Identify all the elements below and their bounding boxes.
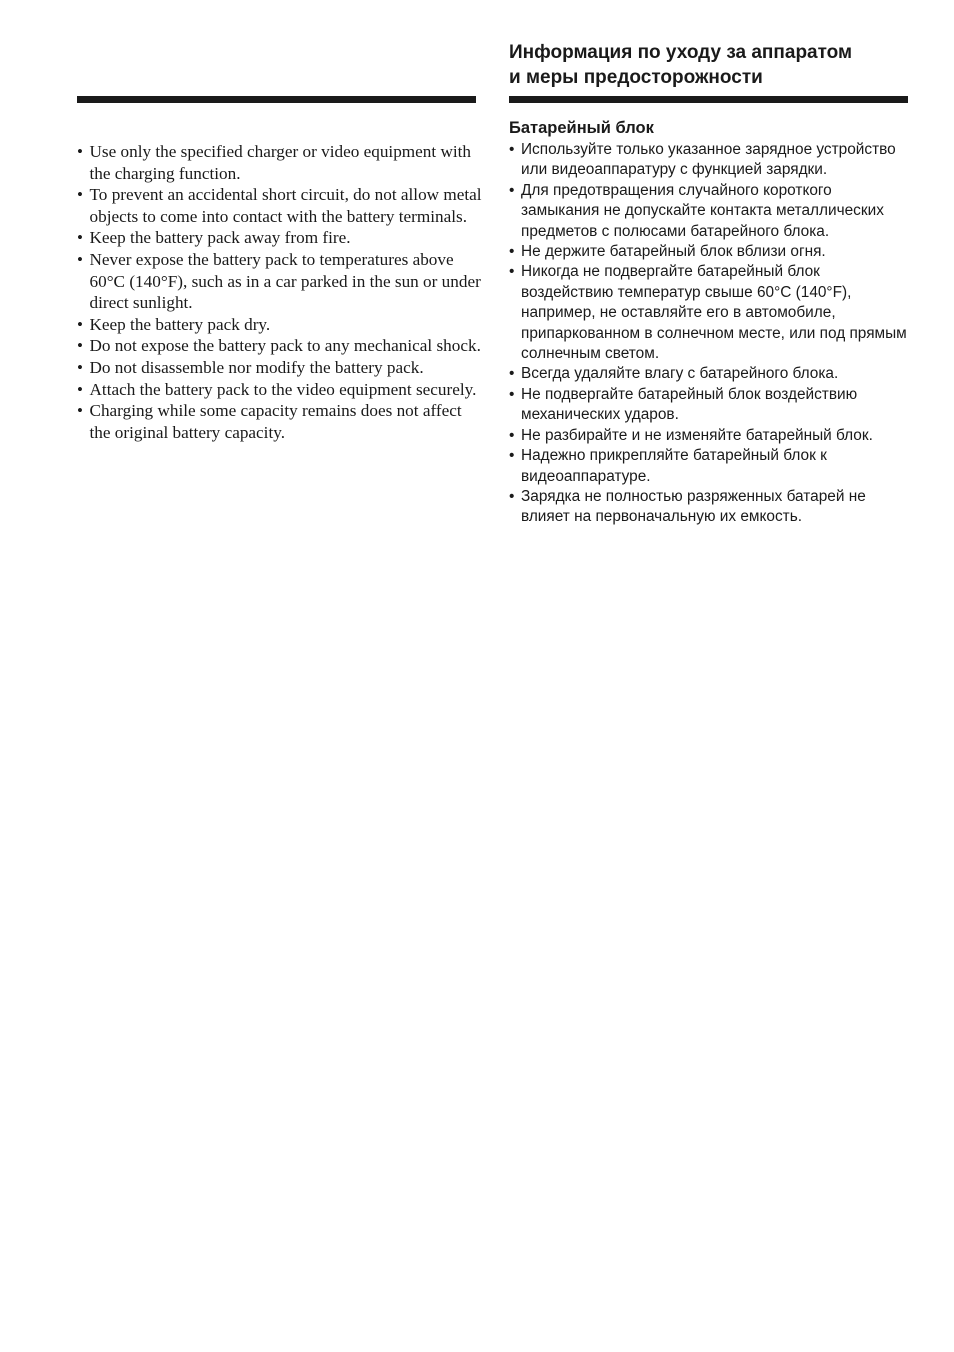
list-item (77, 227, 482, 249)
bullet-glyph: • (509, 487, 515, 505)
bullet-glyph: • (509, 385, 515, 403)
bullet-glyph: • (77, 249, 83, 269)
list-item (77, 184, 482, 227)
bullet-glyph: • (509, 141, 515, 158)
list-item (509, 140, 914, 181)
page-title-line-1: Информация по уходу за аппаратом (509, 42, 853, 63)
list-item (509, 242, 914, 262)
bullet-glyph: • (77, 336, 83, 356)
list-item (77, 141, 482, 184)
list-item (509, 426, 914, 446)
list-item-text: Никогда не подвергайте батарейный блок воздействию температур свыше 60°C (140°F), например, не оставляйте его в автомобиле, припаркованном в солнечном месте, или под прямым солнечным светом. (521, 263, 907, 363)
list-item (509, 446, 914, 487)
list-item-text: Не держите батарейный блок вблизи огня. (521, 243, 826, 261)
list-item-text: Keep the battery pack away from fire. (89, 228, 351, 248)
bullet-glyph: • (509, 181, 515, 199)
list-item (77, 379, 482, 401)
list-item-text: Charging while some capacity remains does not affect the original battery capacity. (89, 401, 462, 442)
list-item-text: Зарядка не полностью разряженных батарей не влияет на первоначальную их емкость. (521, 487, 866, 526)
section-subheading: Батарейный блок (509, 119, 654, 137)
list-item (509, 487, 914, 528)
english-precautions-list (77, 141, 482, 443)
list-item (509, 364, 914, 384)
bullet-glyph: • (509, 365, 515, 383)
bullet-glyph: • (509, 263, 515, 281)
bullet-glyph: • (509, 426, 515, 444)
bullet-glyph: • (77, 357, 83, 377)
list-item (77, 314, 482, 336)
list-item (509, 385, 914, 426)
list-item-text: Не подвергайте батарейный блок воздействию механических ударов. (521, 385, 858, 424)
list-item-text: Never expose the battery pack to temperatures above 60°C (140°F), such as in a car parked in the sun or under direct sunlight. (89, 249, 481, 313)
list-item-text: To prevent an accidental short circuit, do not allow metal objects to come into contact with the battery terminals. (89, 185, 482, 226)
list-item-text: Do not expose the battery pack to any mechanical shock. (89, 336, 481, 356)
russian-precautions-list (509, 140, 914, 528)
page-title-line-2: и меры предосторожности (509, 67, 763, 88)
list-item (77, 400, 482, 443)
bullet-glyph: • (509, 243, 515, 261)
list-item (77, 357, 482, 379)
list-item (509, 262, 914, 364)
list-item-text: Всегда удаляйте влагу с батарейного блока. (521, 365, 839, 383)
bullet-glyph: • (509, 447, 515, 465)
bullet-glyph: • (77, 314, 83, 334)
list-item (77, 335, 482, 357)
bullet-glyph: • (77, 401, 83, 421)
bullet-glyph: • (77, 185, 83, 205)
list-item-text: Use only the specified charger or video equipment with the charging function. (89, 142, 472, 183)
list-item (77, 249, 482, 314)
list-item-text: Не разбирайте и не изменяйте батарейный блок. (521, 426, 873, 444)
right-header-rule (509, 96, 908, 103)
bullet-glyph: • (77, 228, 83, 248)
list-item-text: Используйте только указанное зарядное устройство или видеоаппаратуру с функцией зарядки. (521, 141, 896, 179)
list-item-text: Attach the battery pack to the video equipment securely. (89, 379, 477, 399)
list-item-text: Для предотвращения случайного короткого замыкания не допускайте контакта металлических предметов с полюсами батарейного блока. (521, 181, 884, 240)
bullet-glyph: • (77, 379, 83, 399)
list-item-text: Do not disassemble nor modify the battery pack. (89, 357, 424, 377)
bullet-glyph: • (77, 142, 83, 161)
page-title (509, 40, 919, 90)
list-item-text: Keep the battery pack dry. (89, 314, 271, 334)
left-header-rule (77, 96, 476, 103)
list-item-text: Надежно прикрепляйте батарейный блок к видеоаппаратуре. (521, 447, 827, 485)
list-item (509, 181, 914, 242)
